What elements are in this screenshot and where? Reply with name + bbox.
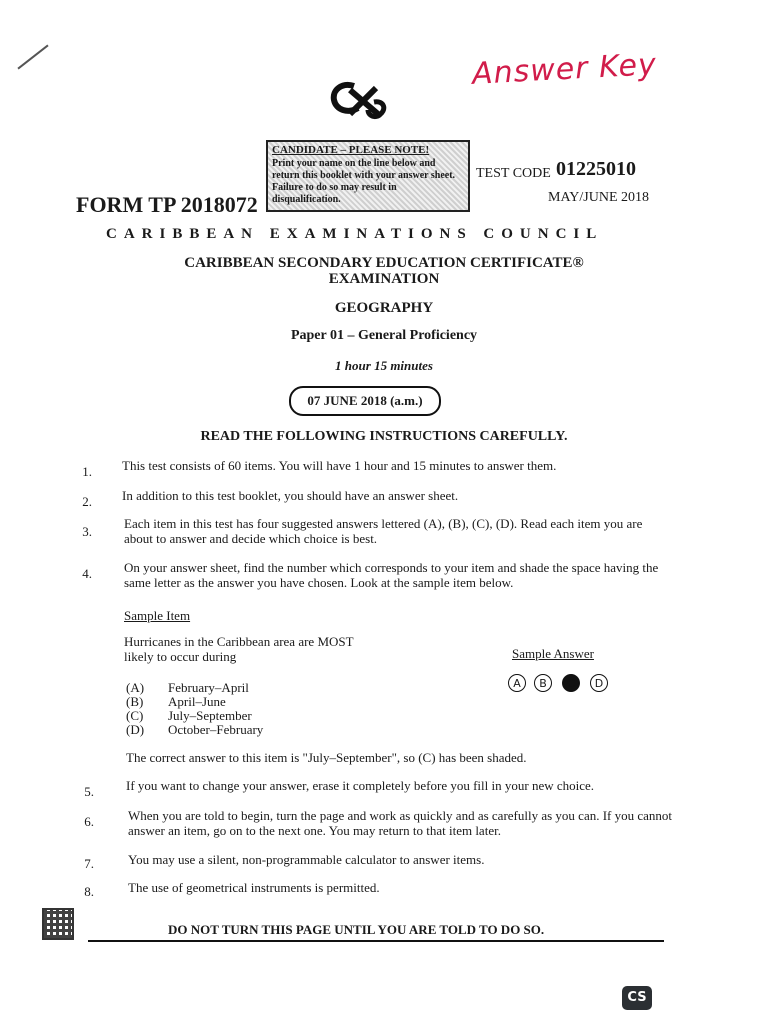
instruction-number: 2. [82,494,92,509]
instruction-text: The use of geometrical instruments is permitted. [128,880,380,895]
answer-bubble-a: A [508,674,526,692]
footer-warning: DO NOT TURN THIS PAGE UNTIL YOU ARE TOLD TO DO SO. [168,922,545,937]
sample-item-title: Sample Item [124,608,191,623]
paper-title: Paper 01 – General Proficiency [290,328,478,343]
footer-divider [88,940,664,942]
instruction-number: 5. [84,784,94,799]
option-letter: (D) [126,722,145,737]
certificate-title-line2: EXAMINATION [328,271,440,287]
candidate-notice-box [266,140,470,212]
instructions-heading: READ THE FOLLOWING INSTRUCTIONS CAREFULLY. [200,429,568,444]
instruction-text: If you want to change your answer, erase it completely before you fill in your new choice. [126,778,595,793]
sample-answer-title: Sample Answer [512,646,594,661]
instruction-number: 8. [84,884,94,899]
instruction-text: On your answer sheet, find the number which corresponds to your item and shade the space having the same letter as the answer you have chosen. Look at the sample item below. [124,560,659,590]
instruction-number: 6. [84,814,94,829]
test-code-value: 01225010 [556,158,636,180]
instruction-text: This test consists of 60 items. You will have 1 hour and 15 minutes to answer them. [122,458,557,473]
instruction-text: In addition to this test booklet, you should have an answer sheet. [122,488,459,503]
instruction-text: You may use a silent, non-programmable calculator to answer items. [128,852,485,867]
answer-bubble-b: B [534,674,552,692]
instruction-number: 7. [84,856,94,871]
answer-bubble-c-shaded: C [562,674,580,692]
handwritten-annotation: Answer Key [471,47,658,92]
camscanner-badge-icon: CS [622,986,652,1010]
option-letter: (C) [126,708,144,723]
option-letter: (A) [126,680,145,695]
sample-question: Hurricanes in the Caribbean area are MOST likely to occur during [124,634,354,664]
exam-duration: 1 hour 15 minutes [335,358,433,373]
council-name: CARIBBEAN EXAMINATIONS COUNCIL [106,226,604,242]
pencil-tick-mark [17,45,48,70]
answer-bubble-d: D [590,674,608,692]
instruction-number: 1. [82,464,92,479]
option-letter: (B) [126,694,144,709]
barcode-strip [12,400,22,460]
exam-session: MAY/JUNE 2018 [548,190,649,205]
subject-title: GEOGRAPHY [334,300,434,316]
option-text: February–April [168,680,249,695]
instruction-number: 4. [82,566,92,581]
instruction-text: When you are told to begin, turn the page and work as quickly and as carefully as you can. If you cannot answer an item, go on to the next one. You may return to that item later. [128,808,673,838]
option-text: July–September [168,708,252,723]
notice-body: Print your name on the line below and return this booklet with your answer sheet. Failure to do so may result in disqualification. [272,158,456,205]
form-number: FORM TP 2018072 [76,192,258,217]
certificate-title-line1: CARIBBEAN SECONDARY EDUCATION CERTIFICATE® [184,255,584,271]
sample-explanation: The correct answer to this item is "July–September", so (C) has been shaded. [126,750,527,765]
exam-date: 07 JUNE 2018 (a.m.) [289,386,441,416]
notice-title: CANDIDATE – PLEASE NOTE! [272,144,430,156]
option-text: April–June [168,694,226,709]
instruction-text: Each item in this test has four suggested answers lettered (A), (B), (C), (D). Read each item you are about to answer and decide which choice is best. [124,516,643,546]
instruction-number: 3. [82,524,92,539]
qr-code-icon [42,908,74,940]
test-code-label: TEST CODE [476,166,551,181]
option-text: October–February [168,722,264,737]
cxc-logo [328,80,390,120]
